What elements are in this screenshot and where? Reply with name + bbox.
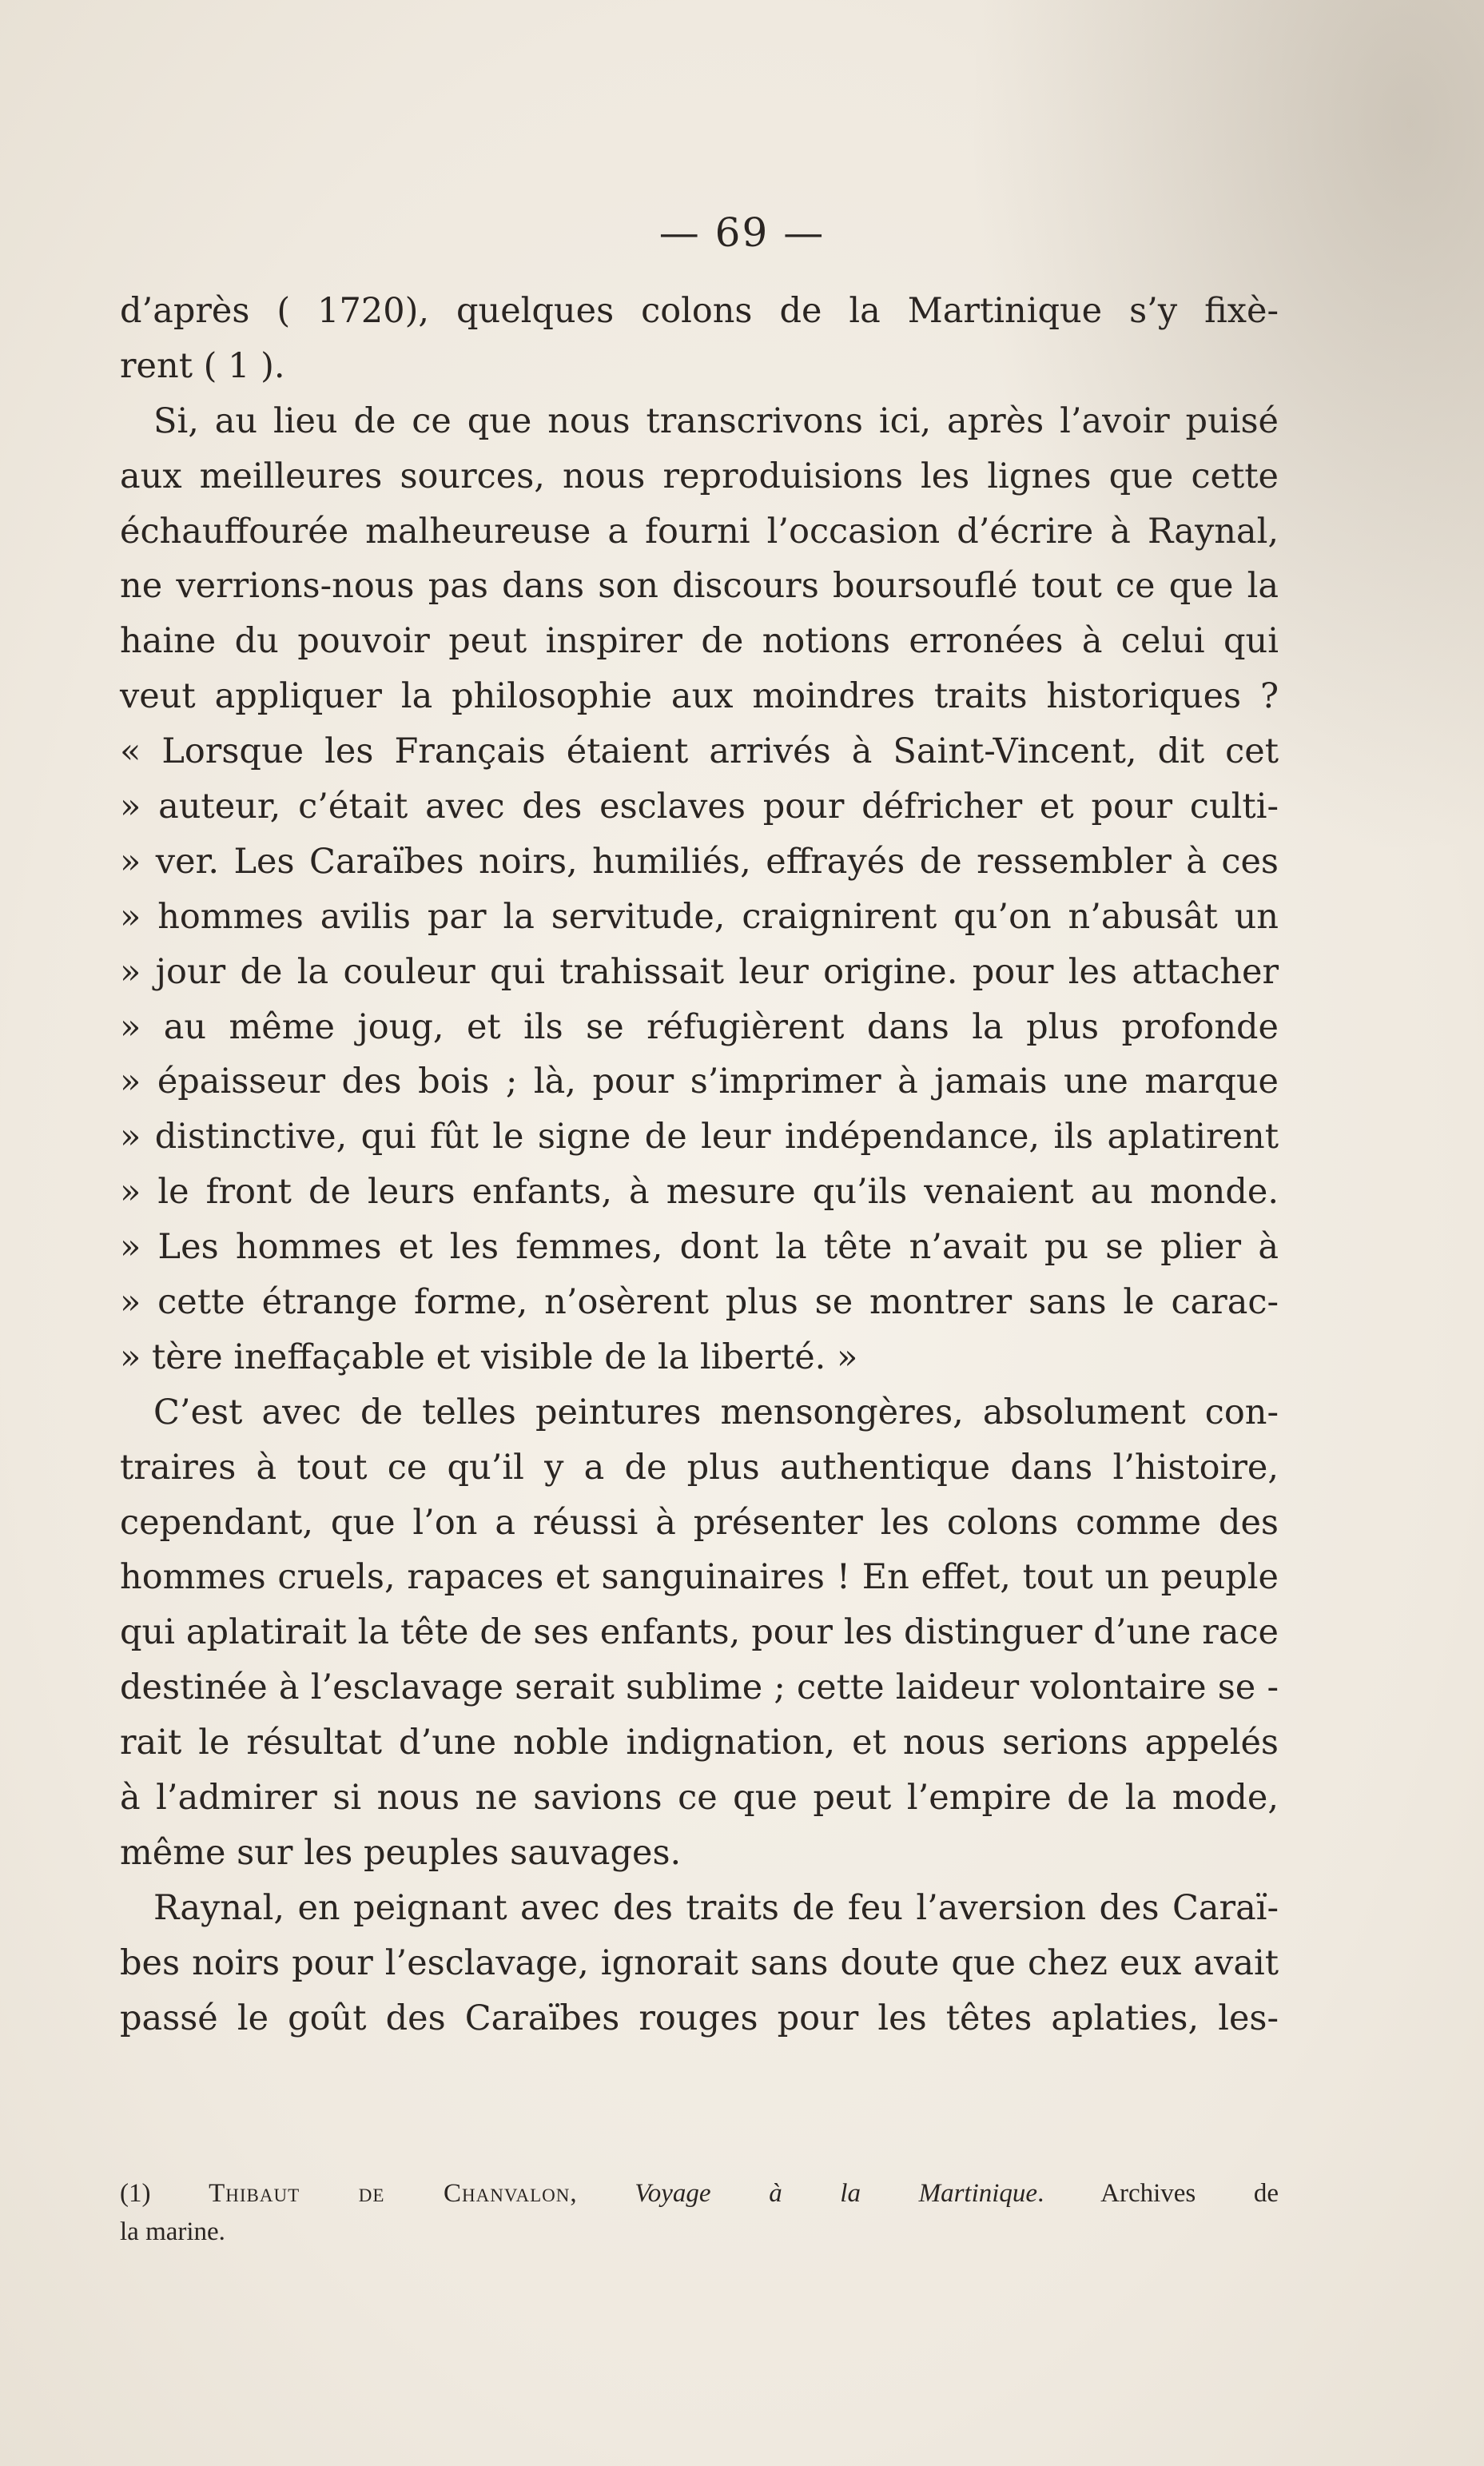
text-line: même sur les peuples sauvages. — [120, 1832, 682, 1873]
text-line: » Les hommes et les femmes, dont la tête n’avait pu se plier à — [120, 1227, 1279, 1268]
footnote-source: Archives de — [1100, 2179, 1279, 2208]
text-line: veut appliquer la philosophie aux moindres traits historiques ? — [120, 676, 1279, 717]
text-line: cependant, que l’on a réussi à présenter les colons comme des — [120, 1502, 1279, 1543]
footnote-line-2: la marine. — [120, 2217, 225, 2246]
page-number: — 69 — — [658, 209, 826, 256]
text-line: échauffourée malheureuse a fourni l’occasion d’écrire à Raynal, — [120, 511, 1279, 552]
footnote-line-1 — [120, 2174, 1279, 2213]
text-line: qui aplatirait la tête de ses enfants, pour les distinguer d’une race — [120, 1612, 1279, 1653]
footnote-marker: (1) — [120, 2179, 151, 2208]
footnote-title: Voyage à la Martinique — [635, 2179, 1038, 2208]
text-line: ne verrions-nous pas dans son discours boursouflé tout ce que la — [120, 566, 1279, 607]
text-line: » distinctive, qui fût le signe de leur indépendance, ils aplatirent — [120, 1117, 1279, 1157]
text-line: » cette étrange forme, n’osèrent plus se montrer sans le carac- — [120, 1282, 1279, 1323]
text-line: aux meilleures sources, nous reproduisions les lignes que cette — [120, 456, 1279, 496]
text-line: » tère ineffaçable et visible de la liberté. » — [120, 1337, 858, 1377]
text-line: » hommes avilis par la servitude, craignirent qu’on n’abusât un — [120, 896, 1279, 937]
footnote-author: Thibaut de Chanvalon — [209, 2179, 571, 2208]
text-line: bes noirs pour l’esclavage, ignorait sans doute que chez eux avait — [120, 1942, 1279, 1983]
text-line: Raynal, en peignant avec des traits de feu l’aversion des Caraï- — [153, 1887, 1279, 1928]
text-line: rait le résultat d’une noble indignation, et nous serions appelés — [120, 1723, 1279, 1763]
text-line: » épaisseur des bois ; là, pour s’imprimer à jamais une marque — [120, 1062, 1279, 1102]
text-line: « Lorsque les Français étaient arrivés à Saint-Vincent, dit cet — [120, 731, 1279, 772]
text-line: à l’admirer si nous ne savions ce que peut l’empire de la mode, — [120, 1778, 1279, 1819]
text-line: hommes cruels, rapaces et sanguinaires ! En effet, tout un peuple — [120, 1557, 1279, 1598]
text-line: » auteur, c’était avec des esclaves pour défricher et pour culti- — [120, 787, 1279, 827]
text-line: traires à tout ce qu’il y a de plus authentique dans l’histoire, — [120, 1447, 1279, 1488]
text-line: C’est avec de telles peintures mensongères, absolument con- — [153, 1392, 1279, 1432]
text-line: » jour de la couleur qui trahissait leur origine. pour les attacher — [120, 951, 1279, 992]
text-line: » ver. Les Caraïbes noirs, humiliés, effrayés de ressembler à ces — [120, 841, 1279, 882]
text-line: rent ( 1 ). — [120, 345, 285, 386]
text-line: » au même joug, et ils se réfugièrent dans la plus profonde — [120, 1006, 1279, 1047]
text-line: destinée à l’esclavage serait sublime ; cette laideur volontaire se - — [120, 1667, 1279, 1708]
body-text — [120, 284, 1279, 2046]
text-line: d’après ( 1720), quelques colons de la Martinique s’y fixè- — [120, 291, 1279, 331]
footnote — [120, 2174, 1279, 2251]
footnote-separator-2: . — [1037, 2179, 1044, 2208]
text-line: haine du pouvoir peut inspirer de notions erronées à celui qui — [120, 621, 1279, 662]
text-line: passé le goût des Caraïbes rouges pour les têtes aplaties, les- — [120, 1998, 1279, 2038]
footnote-separator-1: , — [570, 2179, 577, 2208]
text-line: Si, au lieu de ce que nous transcrivons ici, après l’avoir puisé — [153, 400, 1279, 441]
text-line: » le front de leurs enfants, à mesure qu’ils venaient au monde. — [120, 1172, 1279, 1213]
